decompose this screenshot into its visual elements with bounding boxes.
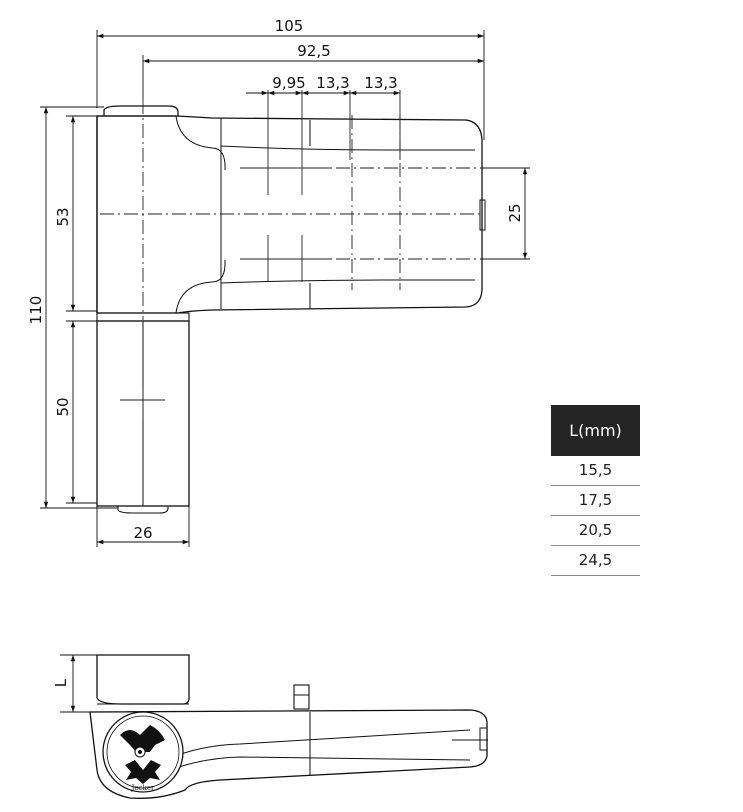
dim-hole-offset-2: 13,3	[316, 74, 350, 92]
length-table	[551, 405, 640, 576]
length-table-row: 15,5	[551, 456, 640, 486]
length-table-row: 20,5	[551, 516, 640, 546]
dim-hole-spacing: 25	[506, 203, 524, 223]
length-table-row: 17,5	[551, 486, 640, 516]
dim-upper-height: 53	[54, 207, 72, 227]
barrel-top-cap	[104, 106, 178, 116]
logo-text: Jocker	[131, 784, 155, 792]
dim-overall-width: 105	[274, 17, 304, 35]
dim-side-L: L	[52, 678, 70, 688]
barrel-bottom-cap	[118, 506, 168, 513]
length-table-header: L(mm)	[551, 405, 640, 456]
dim-hole-offset-1: 9,95	[272, 74, 306, 92]
dim-lower-height: 50	[54, 397, 72, 417]
upper-leaf-outline	[97, 116, 482, 313]
dim-axis-width: 92,5	[297, 42, 331, 60]
jocker-logo	[103, 712, 183, 792]
side-view-pin	[294, 685, 309, 709]
length-table-row: 24,5	[551, 546, 640, 576]
dim-overall-height: 110	[27, 295, 45, 325]
side-view-block	[97, 655, 189, 704]
dim-hole-offset-3: 13,3	[364, 74, 398, 92]
dim-barrel-width: 26	[133, 524, 153, 542]
